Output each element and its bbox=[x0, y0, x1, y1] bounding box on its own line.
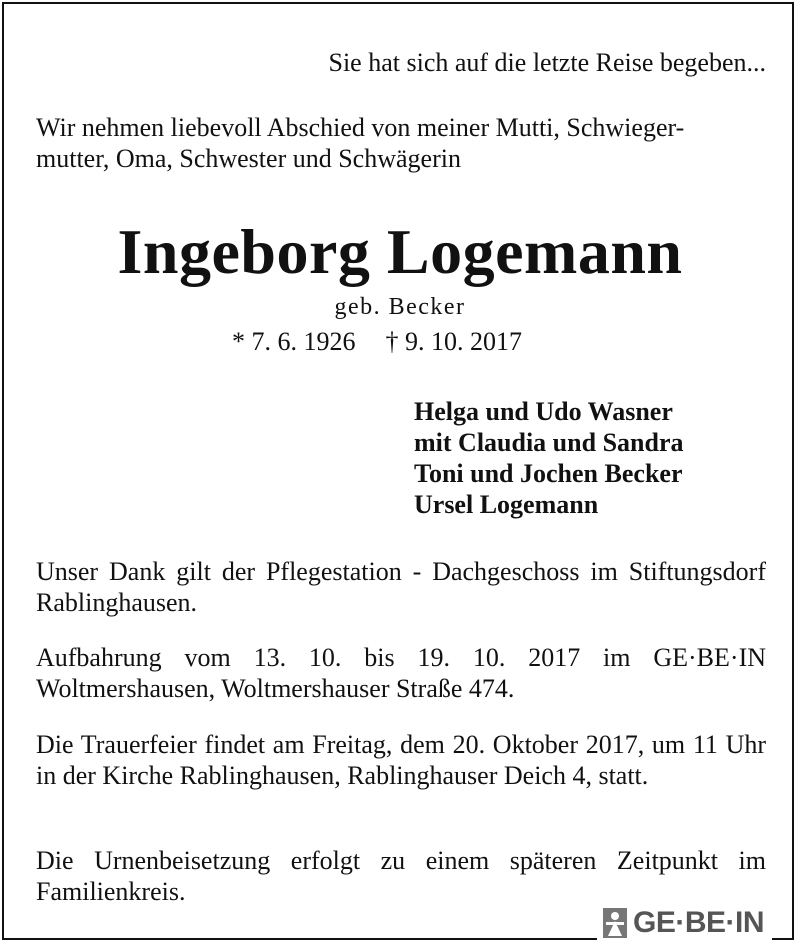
mourners-list bbox=[414, 396, 683, 520]
deceased-name: Ingeborg Logemann bbox=[117, 216, 683, 287]
intro-text bbox=[36, 112, 766, 174]
mourner-line: Ursel Logemann bbox=[414, 490, 599, 519]
gebein-logo bbox=[597, 906, 772, 940]
birth-date: * 7. 6. 1926 bbox=[232, 327, 356, 356]
funeral-paragraph: Die Trauerfeier findet am Freitag, dem 20. Oktober 2017, um 11 Uhr in der Kirche Rablinghausen, Rablinghauser Deich 4, statt. bbox=[36, 730, 766, 790]
maiden-name: geb. Becker bbox=[334, 294, 466, 320]
gebein-logo-text: GE·BE·IN bbox=[633, 906, 764, 939]
mourner-line: Toni und Jochen Becker bbox=[414, 459, 683, 488]
intro-line: Wir nehmen liebevoll Abschied von meiner Mutti, Schwieger- bbox=[36, 113, 685, 142]
intro-line: mutter, Oma, Schwester und Schwägerin bbox=[36, 144, 461, 173]
mourner-line: Helga und Udo Wasner bbox=[414, 397, 673, 426]
motto: Sie hat sich auf die letzte Reise begeben... bbox=[328, 48, 766, 77]
life-dates bbox=[232, 326, 522, 358]
thanks-paragraph: Unser Dank gilt der Pflegestation - Dachgeschoss im Stiftungsdorf Rablinghausen. bbox=[36, 557, 766, 617]
gebein-figure-icon bbox=[603, 908, 627, 938]
mourner-line: mit Claudia und Sandra bbox=[414, 428, 684, 457]
urn-burial-paragraph: Die Urnenbeisetzung erfolgt zu einem späteren Zeitpunkt im Familienkreis. bbox=[36, 846, 766, 906]
wake-paragraph: Aufbahrung vom 13. 10. bis 19. 10. 2017 im GE·BE·IN Woltmershausen, Woltmershauser Straße 474. bbox=[36, 643, 766, 703]
death-date: † 9. 10. 2017 bbox=[385, 327, 522, 356]
